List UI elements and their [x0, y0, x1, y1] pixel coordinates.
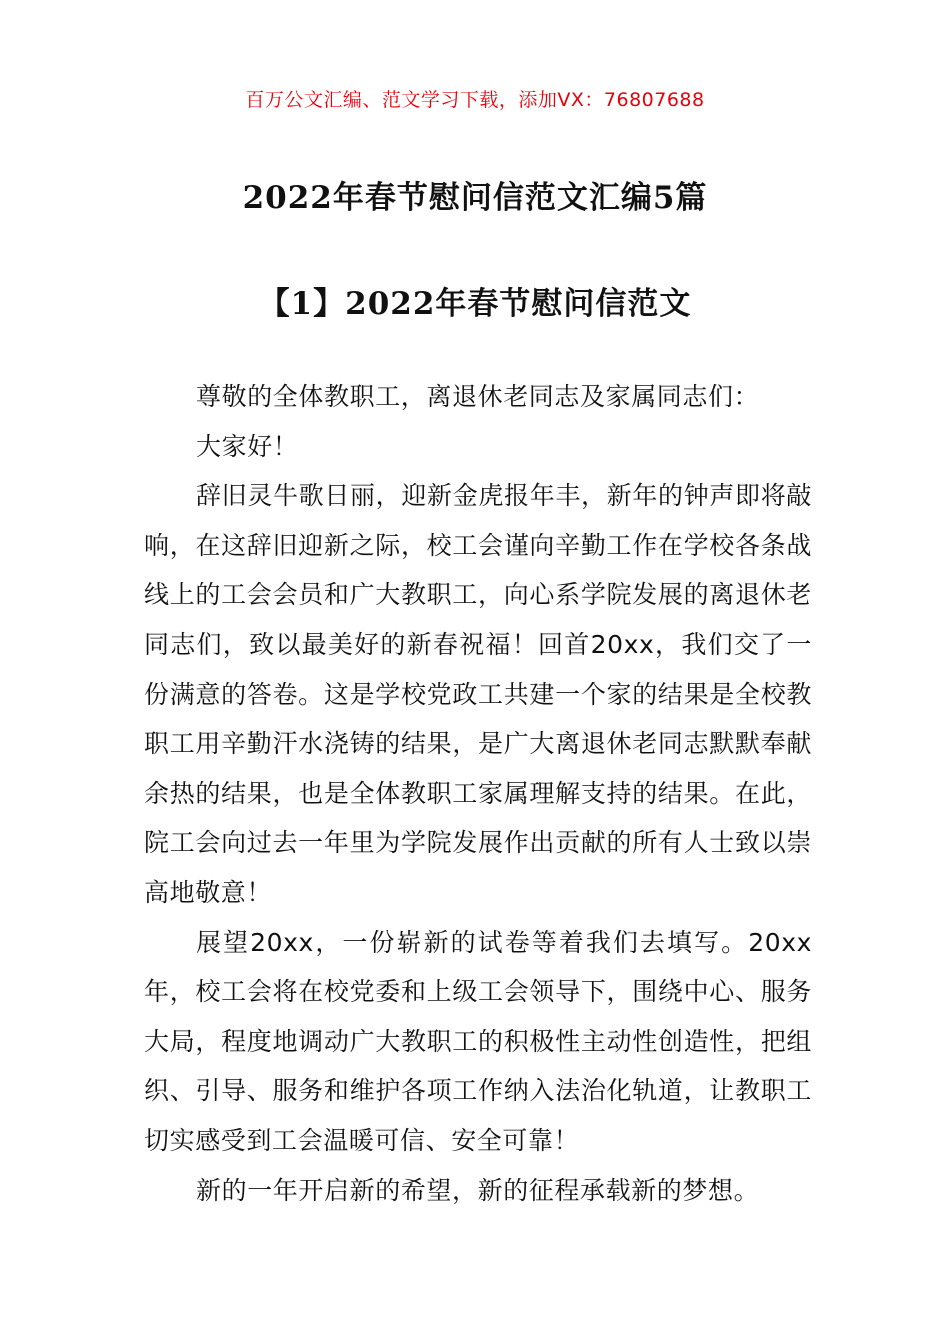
body-paragraph: 新的一年开启新的希望，新的征程承载新的梦想。 — [196, 1175, 760, 1205]
header-ad-text: 百万公文汇编、范文学习下载，添加VX：76807688 — [245, 89, 705, 111]
body-paragraph: 展望20xx，一份崭新的试卷等着我们去填写。20xx年，校工会将在校党委和上级工会领导下，围绕中心、服务大局，程度地调动广大教职工的积极性主动性创造性，把组织、引导、服务和维护各项工作纳入法治化轨道，让教职工切实感受到工会温暖可信、安全可靠！ — [144, 927, 812, 1155]
body-paragraph: 辞旧灵牛歌日丽，迎新金虎报年丰，新年的钟声即将敲响，在这辞旧迎新之际，校工会谨向辛勤工作在学校各条战线上的工会会员和广大教职工，向心系学院发展的离退休老同志们，致以最美好的新春祝福！回首20xx，我们交了一份满意的答卷。这是学校党政工共建一个家的结果是全校教职工用辛勤汗水浇铸的结果，是广大离退休老同志默默奉献余热的结果，也是全体教职工家属理解支持的结果。在此，院工会向过去一年里为学院发展作出贡献的所有人士致以崇高地敬意！ — [144, 481, 812, 907]
document-title: 2022年春节慰问信范文汇编5篇 — [242, 180, 708, 216]
greeting-paragraph: 大家好！ — [196, 431, 299, 461]
section-title: 【1】2022年春节慰问信范文 — [258, 286, 692, 322]
salutation-paragraph: 尊敬的全体教职工，离退休老同志及家属同志们： — [196, 382, 760, 411]
letter-body — [144, 372, 812, 1215]
